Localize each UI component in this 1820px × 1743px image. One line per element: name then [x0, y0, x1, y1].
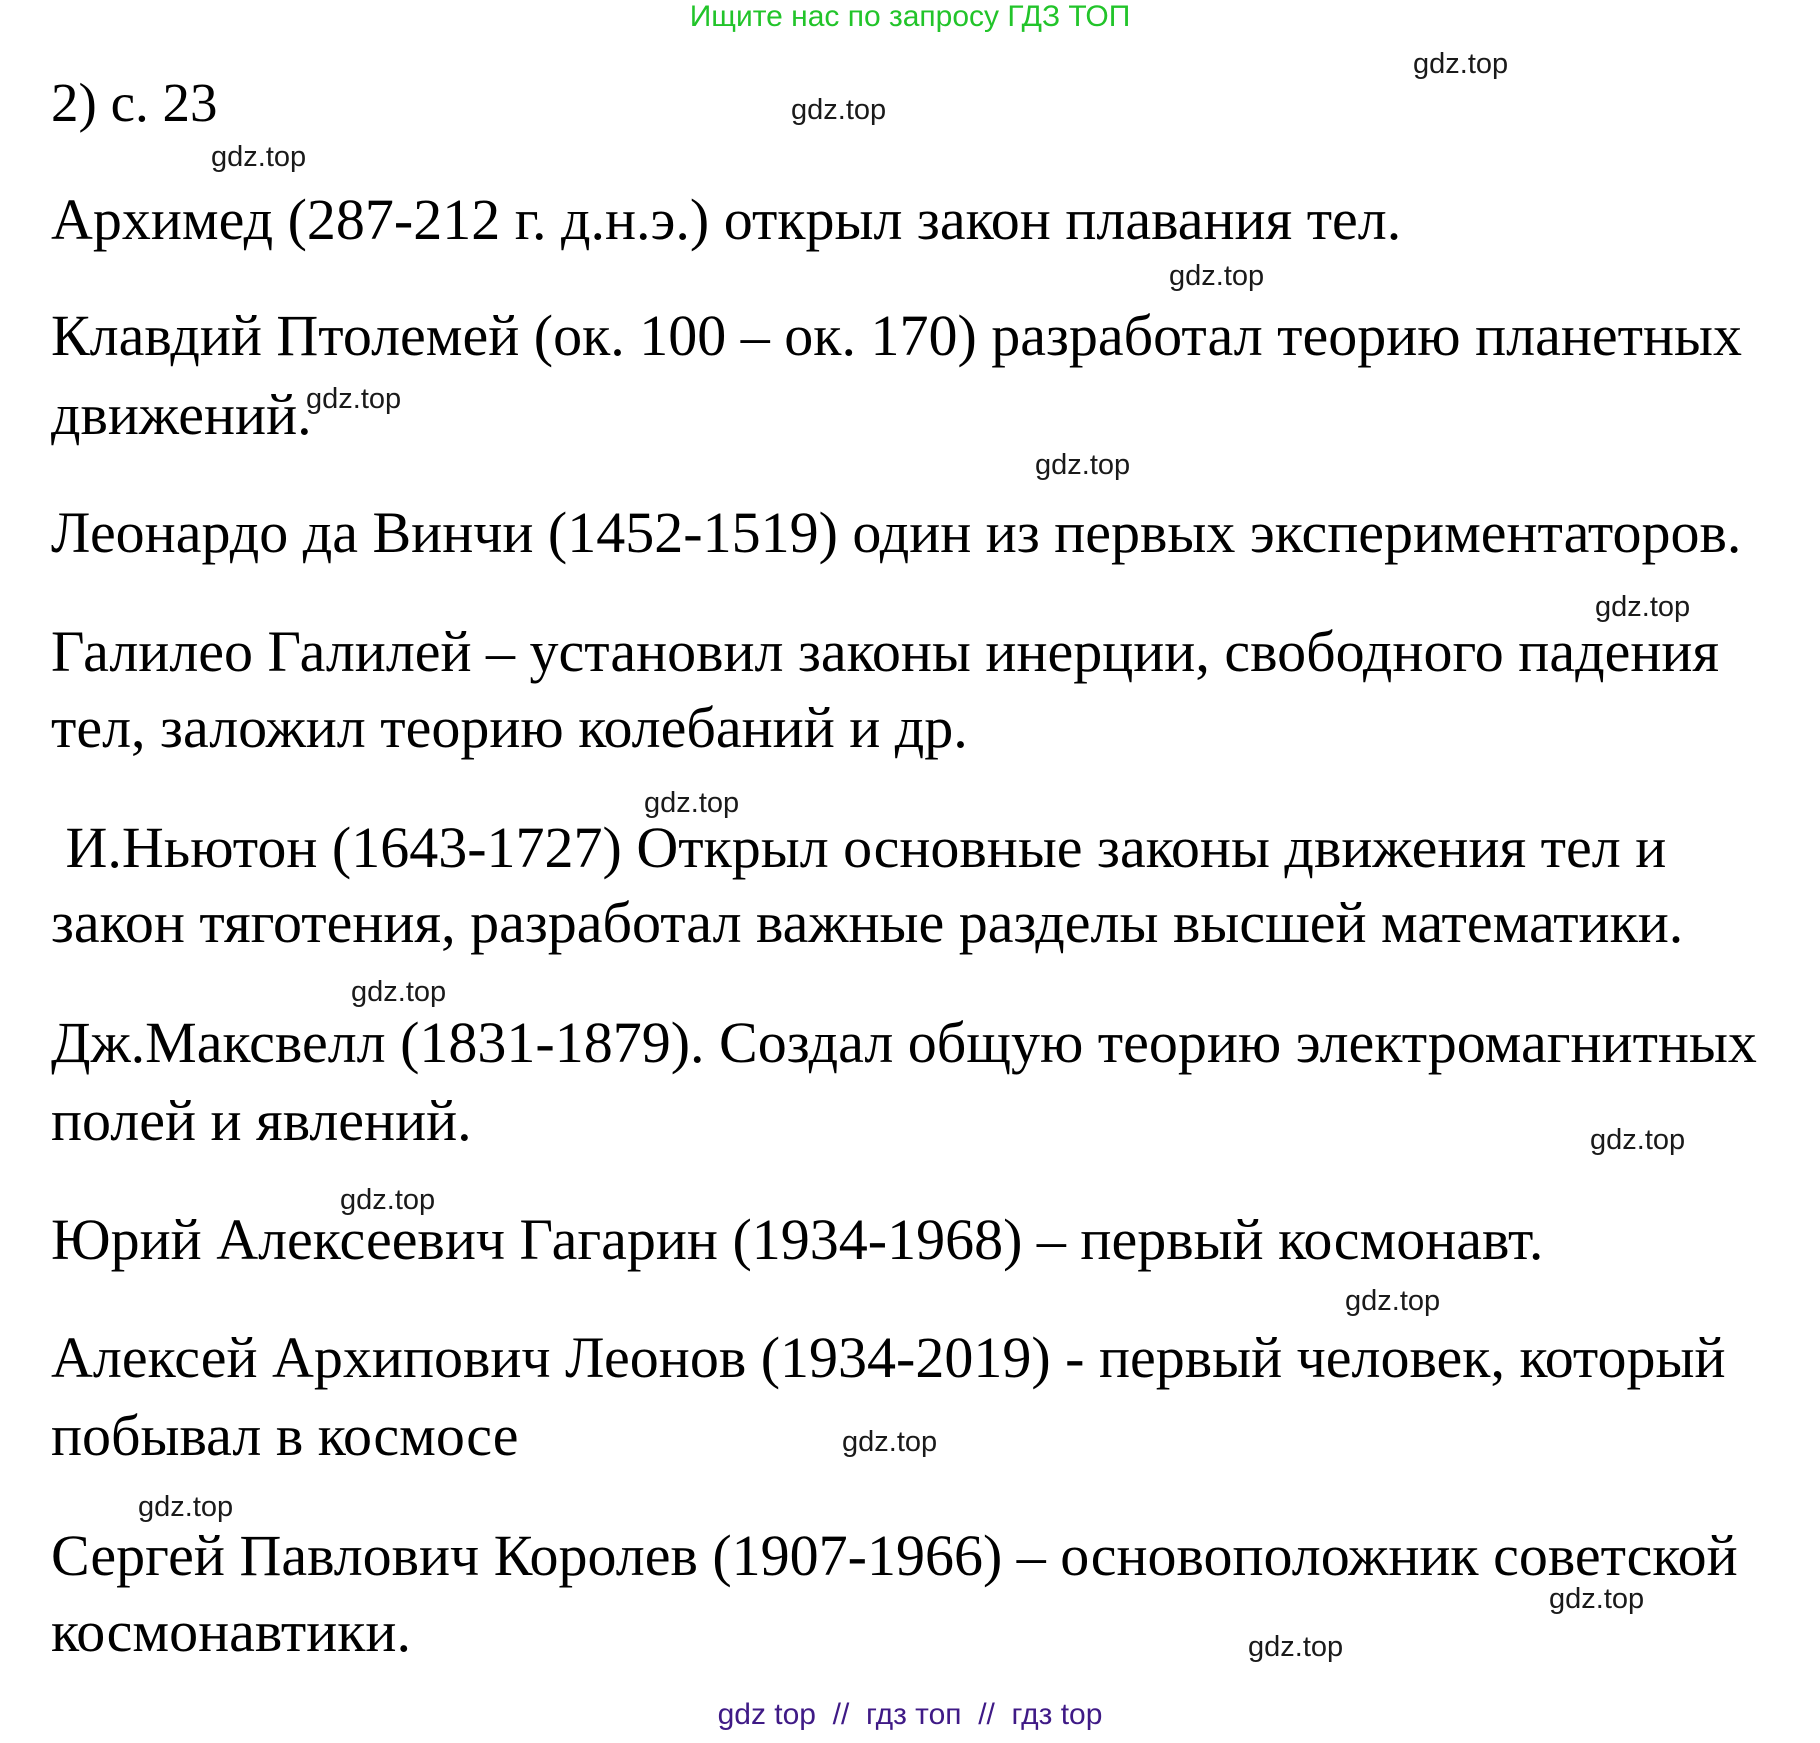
watermark: gdz.top	[340, 1184, 436, 1216]
entry-archimedes: Архимед (287-212 г. д.н.э.) открыл закон плавания тел.	[51, 187, 1402, 252]
watermark: gdz.top	[644, 787, 740, 819]
entry-leonov-line-2: побывал в космосе	[51, 1403, 519, 1468]
watermark: gdz.top	[1169, 260, 1265, 292]
watermark: gdz.top	[138, 1491, 234, 1523]
page-reference-title: 2) с. 23	[51, 72, 218, 133]
watermark: gdz.top	[1035, 449, 1131, 481]
watermark: gdz.top	[1345, 1285, 1441, 1317]
entry-korolev-line-1: Сергей Павлович Королев (1907-1966) – основоположник советской	[51, 1523, 1738, 1588]
watermark: gdz.top	[306, 383, 402, 415]
watermark: gdz.top	[1248, 1631, 1344, 1663]
watermark: gdz.top	[1595, 591, 1691, 623]
watermark: gdz.top	[1413, 48, 1509, 80]
entry-newton-line-1: И.Ньютон (1643-1727) Открыл основные законы движения тел и	[51, 815, 1667, 880]
watermark: gdz.top	[211, 141, 307, 173]
search-hint-banner: Ищите нас по запросу ГДЗ ТОП	[689, 0, 1131, 33]
entry-galileo-line-1: Галилео Галилей – установил законы инерции, свободного падения	[51, 619, 1720, 684]
entry-maxwell-line-2: полей и явлений.	[51, 1088, 472, 1153]
entry-ptolemy-line-2: движений.	[51, 382, 312, 447]
entry-leonov-line-1: Алексей Архипович Леонов (1934-2019) - первый человек, который	[51, 1325, 1726, 1390]
entry-ptolemy-line-1: Клавдий Птолемей (ок. 100 – ок. 170) разработал теорию планетных	[51, 303, 1742, 368]
entry-newton-line-2: закон тяготения, разработал важные разделы высшей математики.	[51, 890, 1684, 955]
watermark: gdz.top	[351, 976, 447, 1008]
watermark: gdz.top	[1549, 1583, 1645, 1615]
entry-gagarin: Юрий Алексеевич Гагарин (1934-1968) – первый космонавт.	[51, 1207, 1544, 1272]
watermark: gdz.top	[791, 94, 887, 126]
footer-site-banner: gdz top // гдз топ // гдз top	[717, 1698, 1103, 1731]
entry-korolev-line-2: космонавтики.	[51, 1599, 411, 1664]
watermark: gdz.top	[1590, 1124, 1686, 1156]
entry-maxwell-line-1: Дж.Максвелл (1831-1879). Создал общую теорию электромагнитных	[51, 1010, 1757, 1075]
entry-leonardo: Леонардо да Винчи (1452-1519) один из первых экспериментаторов.	[51, 500, 1742, 565]
entry-galileo-line-2: тел, заложил теорию колебаний и др.	[51, 695, 968, 760]
watermark: gdz.top	[842, 1426, 938, 1458]
